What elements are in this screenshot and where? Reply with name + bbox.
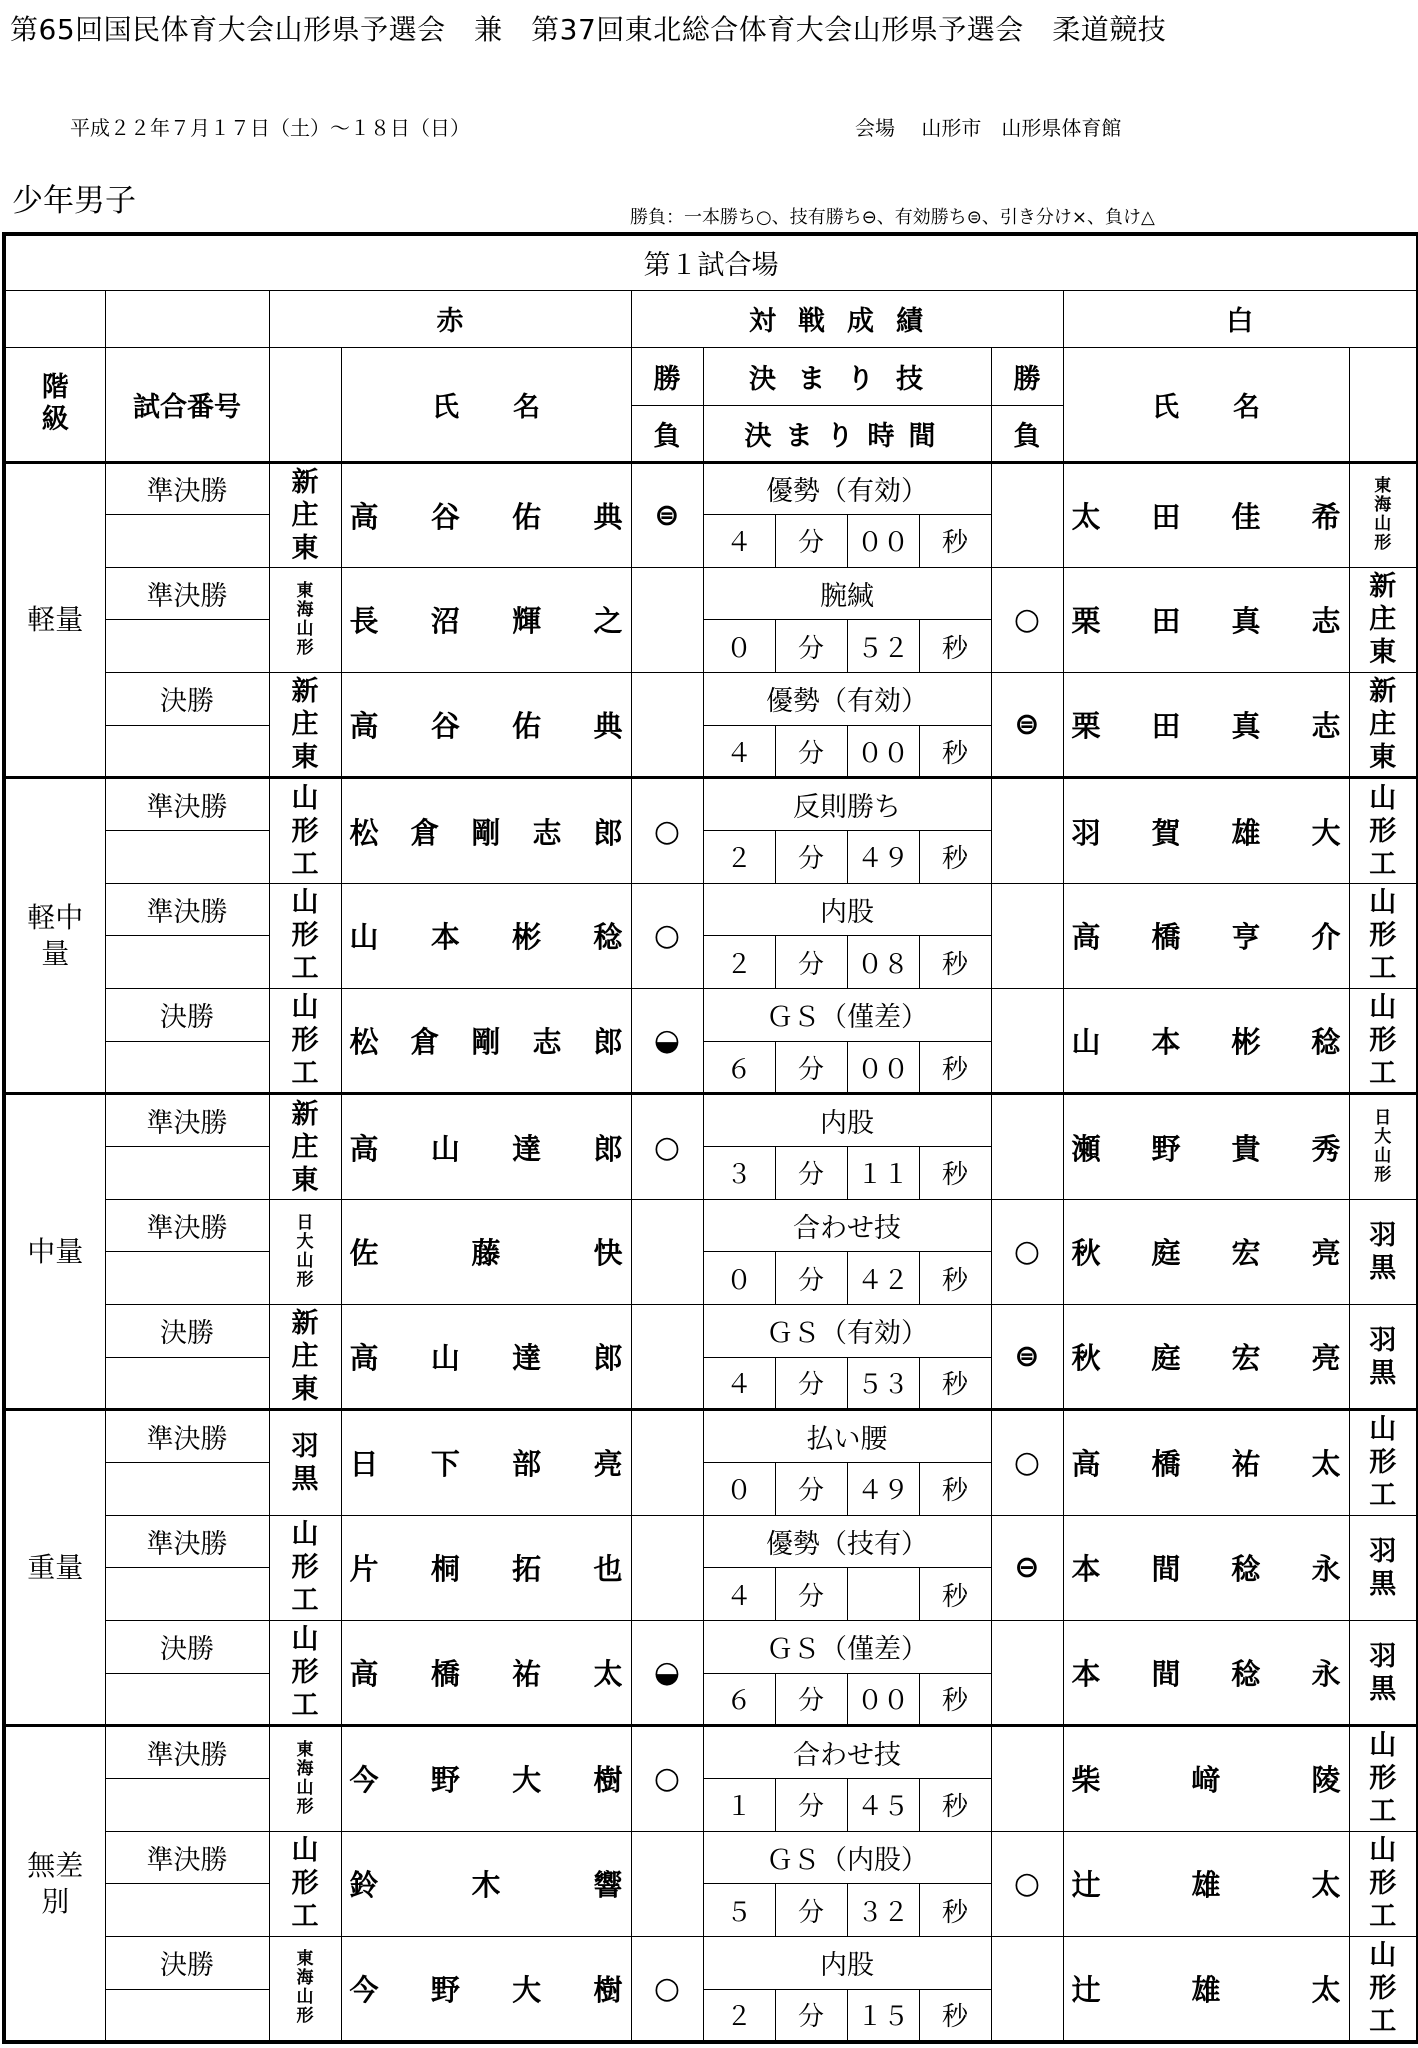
time-seconds: ００ [847,515,919,568]
match-round-blank [105,1041,269,1094]
red-result: ◒ [631,1620,703,1725]
weight-class: 中量 [4,1094,105,1410]
time-seconds: ４９ [847,831,919,884]
technique-header: 決まり技 [703,347,991,405]
winning-technique: ＧＳ（有効） [703,1305,991,1358]
seconds-unit: 秒 [919,1673,991,1726]
time-minutes: ４ [703,1357,775,1410]
minutes-unit: 分 [775,1989,847,2042]
red-school: 東海山形 [269,567,341,672]
red-loss-header: 負 [631,405,703,462]
red-result [631,1305,703,1410]
match-round: 決勝 [105,673,269,726]
white-player-name: 栗田真志 [1063,567,1349,672]
seconds-unit: 秒 [919,1989,991,2042]
winning-technique: 反則勝ち [703,778,991,831]
white-result [991,1620,1063,1725]
match-round: 準決勝 [105,1410,269,1463]
match-round-blank [105,1568,269,1621]
minutes-unit: 分 [775,1462,847,1515]
red-school: 山形工 [269,1620,341,1725]
white-school: 山形工 [1349,1936,1418,2042]
white-result [991,1094,1063,1199]
winning-technique: ＧＳ（僅差） [703,989,991,1042]
match-round: 準決勝 [105,1726,269,1779]
red-result: ○ [631,883,703,988]
winning-technique: ＧＳ（内股） [703,1831,991,1884]
seconds-unit: 秒 [919,1778,991,1831]
white-school: 日大山形 [1349,1094,1418,1199]
match-round: 準決勝 [105,462,269,515]
time-seconds: ００ [847,1041,919,1094]
winning-technique: 優勢（有効） [703,462,991,515]
red-player-name: 高橋祐太 [341,1620,631,1725]
weight-class: 軽量 [4,462,105,778]
white-player-name: 本間稔永 [1063,1620,1349,1725]
white-player-name: 秋庭宏亮 [1063,1305,1349,1410]
red-player-name: 日下部亮 [341,1410,631,1515]
red-player-name: 高山達郎 [341,1305,631,1410]
red-player-name: 今野大樹 [341,1936,631,2042]
match-round-blank [105,936,269,989]
white-school: 山形工 [1349,1831,1418,1936]
seconds-unit: 秒 [919,1041,991,1094]
time-minutes: ０ [703,1462,775,1515]
time-minutes: ６ [703,1673,775,1726]
match-round-blank [105,1462,269,1515]
white-result: ⊜ [991,1305,1063,1410]
red-school: 新庄東 [269,1094,341,1199]
winning-technique: 優勢（技有） [703,1515,991,1568]
red-school: 山形工 [269,778,341,883]
white-player-name: 瀬野貴秀 [1063,1094,1349,1199]
minutes-unit: 分 [775,1778,847,1831]
results-table [2,232,1418,2044]
match-round-blank [105,725,269,778]
red-result [631,1515,703,1620]
red-school: 新庄東 [269,462,341,567]
minutes-unit: 分 [775,1357,847,1410]
red-school: 新庄東 [269,1305,341,1410]
white-name-header: 氏 名 [1063,347,1349,462]
white-school: 新庄東 [1349,673,1418,778]
white-result [991,462,1063,567]
match-round: 準決勝 [105,1094,269,1147]
winning-technique: 払い腰 [703,1410,991,1463]
match-round-blank [105,620,269,673]
white-result [991,1936,1063,2042]
red-win-header: 勝 [631,347,703,405]
red-side-header: 赤 [269,290,631,347]
white-result: ⊖ [991,1515,1063,1620]
time-header: 決まり時間 [703,405,991,462]
white-school: 山形工 [1349,1410,1418,1515]
match-round: 準決勝 [105,567,269,620]
red-school: 新庄東 [269,673,341,778]
red-school: 山形工 [269,883,341,988]
white-player-name: 高橋亨介 [1063,883,1349,988]
white-school: 羽黒 [1349,1515,1418,1620]
winning-technique: 腕緘 [703,567,991,620]
white-player-name: 栗田真志 [1063,673,1349,778]
match-round: 準決勝 [105,1831,269,1884]
time-minutes: ５ [703,1884,775,1937]
seconds-unit: 秒 [919,725,991,778]
minutes-unit: 分 [775,1252,847,1305]
red-result [631,1831,703,1936]
white-school: 羽黒 [1349,1620,1418,1725]
white-result: ○ [991,567,1063,672]
white-result [991,989,1063,1094]
event-venue: 会場 山形市 山形県体育館 [855,116,1122,140]
match-round-blank [105,1357,269,1410]
red-result: ○ [631,1094,703,1199]
red-result [631,1410,703,1515]
match-round: 準決勝 [105,778,269,831]
result-legend: 勝負：一本勝ち○、技有勝ち⊖、有効勝ち⊜、引き分け×、負け△ [630,207,1155,228]
red-player-name: 鈴木響 [341,1831,631,1936]
match-round: 決勝 [105,1305,269,1358]
time-minutes: ６ [703,1041,775,1094]
red-result: ⊜ [631,462,703,567]
match-round-blank [105,1778,269,1831]
white-result [991,883,1063,988]
red-player-name: 高谷佑典 [341,673,631,778]
seconds-unit: 秒 [919,620,991,673]
winning-technique: 内股 [703,883,991,936]
seconds-unit: 秒 [919,1252,991,1305]
red-school: 日大山形 [269,1199,341,1304]
time-seconds: ００ [847,1673,919,1726]
white-win-header: 勝 [991,347,1063,405]
red-result [631,567,703,672]
minutes-unit: 分 [775,620,847,673]
weight-class: 重量 [4,1410,105,1726]
red-player-name: 佐藤快 [341,1199,631,1304]
match-round-blank [105,515,269,568]
time-minutes: ２ [703,1989,775,2042]
white-loss-header: 負 [991,405,1063,462]
minutes-unit: 分 [775,1041,847,1094]
red-player-name: 長沼輝之 [341,567,631,672]
weight-class: 軽中量 [4,778,105,1094]
red-name-header: 氏 名 [341,347,631,462]
white-player-name: 秋庭宏亮 [1063,1199,1349,1304]
winning-technique: 合わせ技 [703,1199,991,1252]
white-result: ○ [991,1831,1063,1936]
red-school: 羽黒 [269,1410,341,1515]
white-result [991,1726,1063,1831]
weight-class: 無差別 [4,1726,105,2042]
red-player-name: 松倉剛志郎 [341,989,631,1094]
record-header: 対戦成績 [631,290,1063,347]
white-school: 東海山形 [1349,462,1418,567]
time-seconds: １１ [847,1147,919,1200]
time-seconds: ３２ [847,1884,919,1937]
red-result: ○ [631,778,703,883]
white-player-name: 羽賀雄大 [1063,778,1349,883]
white-result: ⊜ [991,673,1063,778]
red-result: ◒ [631,989,703,1094]
time-seconds: ０８ [847,936,919,989]
red-school: 山形工 [269,989,341,1094]
winning-technique: 内股 [703,1936,991,1989]
time-seconds [847,1568,919,1621]
match-round-blank [105,1147,269,1200]
red-player-name: 高谷佑典 [341,462,631,567]
white-player-name: 高橋祐太 [1063,1410,1349,1515]
white-player-name: 太田佳希 [1063,462,1349,567]
red-player-name: 山本彬稔 [341,883,631,988]
red-player-name: 片桐拓也 [341,1515,631,1620]
white-player-name: 辻雄太 [1063,1831,1349,1936]
time-minutes: ０ [703,1252,775,1305]
white-player-name: 辻雄太 [1063,1936,1349,2042]
minutes-unit: 分 [775,831,847,884]
minutes-unit: 分 [775,1673,847,1726]
seconds-unit: 秒 [919,1568,991,1621]
white-school: 山形工 [1349,989,1418,1094]
match-round-blank [105,831,269,884]
event-date: 平成２２年７月１７日（土）～１８日（日） [70,116,470,140]
red-result [631,1199,703,1304]
minutes-unit: 分 [775,515,847,568]
minutes-unit: 分 [775,725,847,778]
red-result: ○ [631,1936,703,2042]
minutes-unit: 分 [775,936,847,989]
time-minutes: ０ [703,620,775,673]
seconds-unit: 秒 [919,1884,991,1937]
white-school: 羽黒 [1349,1305,1418,1410]
seconds-unit: 秒 [919,1357,991,1410]
match-round: 準決勝 [105,1199,269,1252]
white-school: 山形工 [1349,778,1418,883]
white-school: 羽黒 [1349,1199,1418,1304]
minutes-unit: 分 [775,1147,847,1200]
red-school: 東海山形 [269,1936,341,2042]
seconds-unit: 秒 [919,936,991,989]
red-player-name: 松倉剛志郎 [341,778,631,883]
red-school: 山形工 [269,1515,341,1620]
hall-label: 第１試合場 [4,234,1418,290]
red-player-name: 今野大樹 [341,1726,631,1831]
seconds-unit: 秒 [919,1462,991,1515]
match-round-blank [105,1989,269,2042]
white-player-name: 本間稔永 [1063,1515,1349,1620]
time-minutes: ２ [703,936,775,989]
class-header: 階級 [4,347,105,462]
white-player-name: 山本彬稔 [1063,989,1349,1094]
seconds-unit: 秒 [919,1147,991,1200]
seconds-unit: 秒 [919,831,991,884]
red-result: ○ [631,1726,703,1831]
time-seconds: ５２ [847,620,919,673]
red-school: 山形工 [269,1831,341,1936]
winning-technique: 内股 [703,1094,991,1147]
match-number-header: 試合番号 [105,347,269,462]
minutes-unit: 分 [775,1884,847,1937]
white-result [991,778,1063,883]
time-seconds: ００ [847,725,919,778]
minutes-unit: 分 [775,1568,847,1621]
document-title: 第65回国民体育大会山形県予選会 兼 第37回東北総合体育大会山形県予選会 柔道競技 [10,13,1167,46]
match-round: 決勝 [105,1936,269,1989]
white-school: 山形工 [1349,883,1418,988]
time-minutes: ４ [703,515,775,568]
section-title: 少年男子 [12,183,136,219]
time-minutes: ３ [703,1147,775,1200]
time-seconds: ４５ [847,1778,919,1831]
white-school: 山形工 [1349,1726,1418,1831]
winning-technique: 優勢（有効） [703,673,991,726]
time-seconds: ５３ [847,1357,919,1410]
white-result: ○ [991,1410,1063,1515]
match-round-blank [105,1884,269,1937]
match-round: 決勝 [105,1620,269,1673]
white-side-header: 白 [1063,290,1418,347]
match-round: 準決勝 [105,1515,269,1568]
match-round-blank [105,1252,269,1305]
winning-technique: 合わせ技 [703,1726,991,1779]
match-round: 決勝 [105,989,269,1042]
white-result: ○ [991,1199,1063,1304]
white-school: 新庄東 [1349,567,1418,672]
time-seconds: ４２ [847,1252,919,1305]
time-minutes: ４ [703,1568,775,1621]
white-player-name: 柴﨑陵 [1063,1726,1349,1831]
time-minutes: ４ [703,725,775,778]
red-player-name: 高山達郎 [341,1094,631,1199]
time-minutes: １ [703,1778,775,1831]
time-seconds: １５ [847,1989,919,2042]
seconds-unit: 秒 [919,515,991,568]
time-seconds: ４９ [847,1462,919,1515]
red-result [631,673,703,778]
match-round: 準決勝 [105,883,269,936]
time-minutes: ２ [703,831,775,884]
winning-technique: ＧＳ（僅差） [703,1620,991,1673]
match-round-blank [105,1673,269,1726]
red-school: 東海山形 [269,1726,341,1831]
